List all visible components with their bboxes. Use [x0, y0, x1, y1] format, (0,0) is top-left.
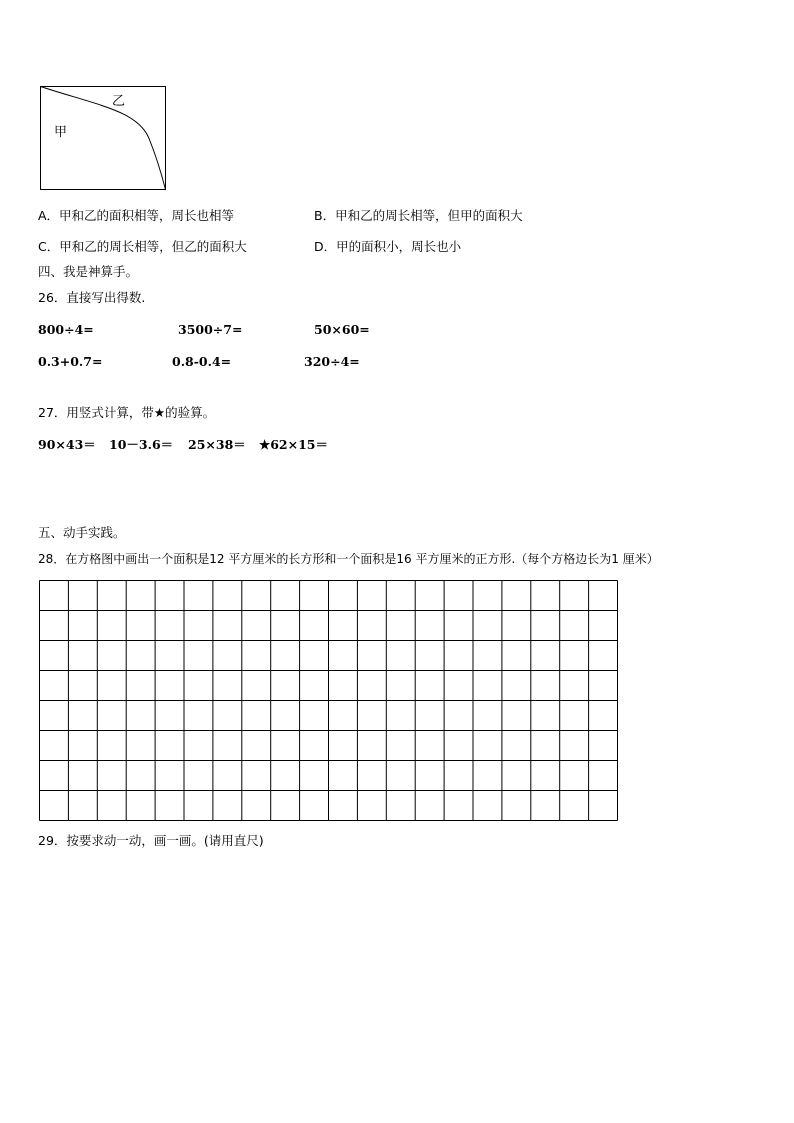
section-4-title: 四、我是神算手。 — [38, 264, 139, 279]
q27-item: 10－3.6＝ — [109, 437, 174, 452]
option-a: A．甲和乙的面积相等，周长也相等 — [38, 208, 235, 223]
q27-item: ★62×15＝ — [259, 437, 328, 452]
q26-item: 0.3+0.7= — [38, 354, 103, 369]
option-d: D．甲的面积小，周长也小 — [314, 239, 462, 254]
q26-item: 50×60= — [314, 322, 370, 337]
q27-prompt: 27．用竖式计算，带★的验算。 — [38, 405, 216, 420]
option-c: C．甲和乙的周长相等，但乙的面积大 — [38, 239, 247, 254]
q27-item: 25×38＝ — [188, 437, 246, 452]
q26-item: 3500÷7= — [178, 322, 243, 337]
label-jia: 甲 — [54, 125, 68, 140]
q26-item: 800÷4= — [38, 322, 94, 337]
q26-item: 320÷4= — [304, 354, 360, 369]
grid-svg — [39, 580, 619, 822]
label-yi: 乙 — [112, 94, 126, 109]
q28-prompt: 28．在方格图中画出一个面积是12 平方厘米的长方形和一个面积是16 平方厘米的正方形.（每个方格边长为1 厘米） — [38, 552, 659, 566]
section-5-title: 五、动手实践。 — [38, 525, 126, 540]
q29-prompt: 29．按要求动一动，画一画。(请用直尺) — [38, 833, 264, 848]
square-grid — [39, 580, 619, 822]
jia-yi-figure — [40, 86, 166, 190]
q26-item: 0.8-0.4= — [172, 354, 232, 369]
q27-item: 90×43＝ — [38, 437, 96, 452]
option-b: B．甲和乙的周长相等，但甲的面积大 — [314, 208, 523, 223]
q26-prompt: 26．直接写出得数. — [38, 290, 146, 305]
